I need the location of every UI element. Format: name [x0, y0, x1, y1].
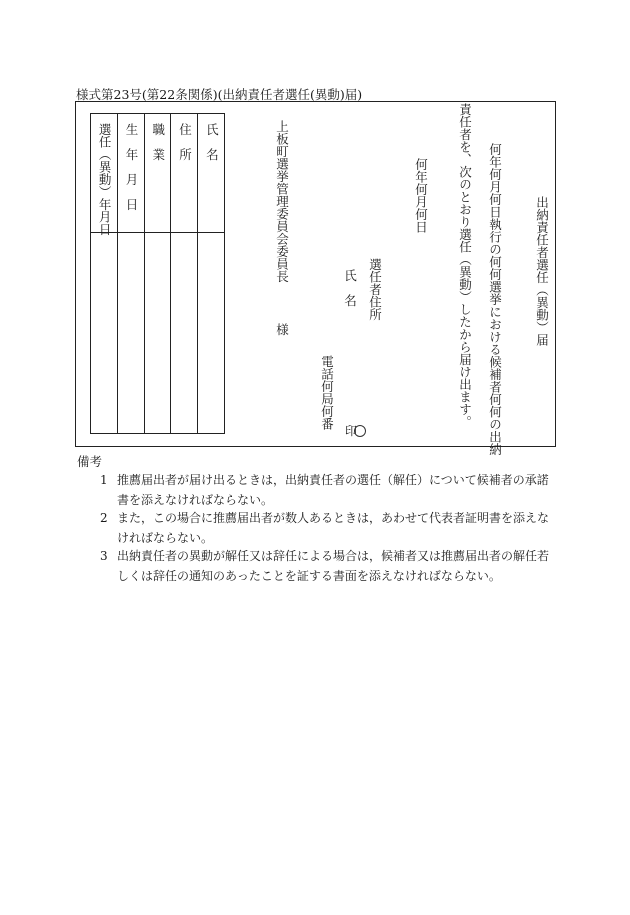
- column-header-address: [171, 114, 198, 233]
- column-header-label: 氏 名: [204, 123, 220, 161]
- selector-address-label: 選任者住所: [367, 258, 383, 321]
- addressee: 上板町選挙管理委員会委員長: [274, 120, 290, 283]
- note-text: また，この場合に推薦届出者が数人あるときは，あわせて代表者証明書を添えなければならない。: [117, 511, 550, 545]
- form-title: 出納責任者選任（異動）届: [534, 196, 550, 346]
- date-field[interactable]: 何年何月何日: [413, 158, 429, 233]
- column-header-label: 選任（異動）年月日: [97, 123, 113, 236]
- body-text-line-2: 責任者を、次のとおり選任（異動）したから届け出ます。: [457, 103, 473, 428]
- column-header-label: 住 所: [177, 123, 193, 161]
- table-cell-occupation[interactable]: [144, 233, 171, 434]
- honorific: 様: [274, 323, 290, 336]
- table-cell-birthdate[interactable]: [117, 233, 144, 434]
- notes-title: 備考: [77, 454, 103, 469]
- table-cell-selection-date[interactable]: [91, 233, 118, 434]
- table-cell-name[interactable]: [198, 233, 225, 434]
- body-text-line-1: 何年何月何日執行の何何選挙における候補者何何の出納: [487, 143, 503, 456]
- form-caption: 様式第23号(第22条関係)(出納責任者選任(異動)届): [76, 87, 363, 102]
- note-number: 3: [100, 549, 108, 563]
- note-item-3: [100, 546, 555, 586]
- seal-label: 印: [345, 424, 358, 438]
- table-cell-address[interactable]: [171, 233, 198, 434]
- selector-name-label: 氏 名: [342, 269, 358, 307]
- seal-circle-icon: [354, 425, 366, 437]
- note-text: 推薦届出者が届け出るときは，出納責任者の選任（解任）について候補者の承諾書を添えなければならない。: [117, 473, 549, 507]
- note-text: 出納責任者の異動が解任又は辞任による場合は，候補者又は推薦届出者の解任若しくは辞任の通知のあったことを証する書面を添えなければならない。: [117, 549, 550, 583]
- note-number: 2: [100, 511, 108, 525]
- column-header-label: 生 年 月 日: [123, 123, 139, 211]
- note-item-1: [100, 470, 555, 510]
- column-header-birthdate: [117, 114, 144, 233]
- note-item-2: [100, 508, 555, 548]
- column-header-name: [198, 114, 225, 233]
- column-header-selection-date: [91, 114, 118, 236]
- note-number: 1: [100, 473, 108, 487]
- column-header-occupation: [144, 114, 171, 233]
- column-header-label: 職 業: [150, 123, 166, 161]
- phone-label: 電話何局何番: [319, 355, 335, 430]
- record-table: [90, 113, 225, 434]
